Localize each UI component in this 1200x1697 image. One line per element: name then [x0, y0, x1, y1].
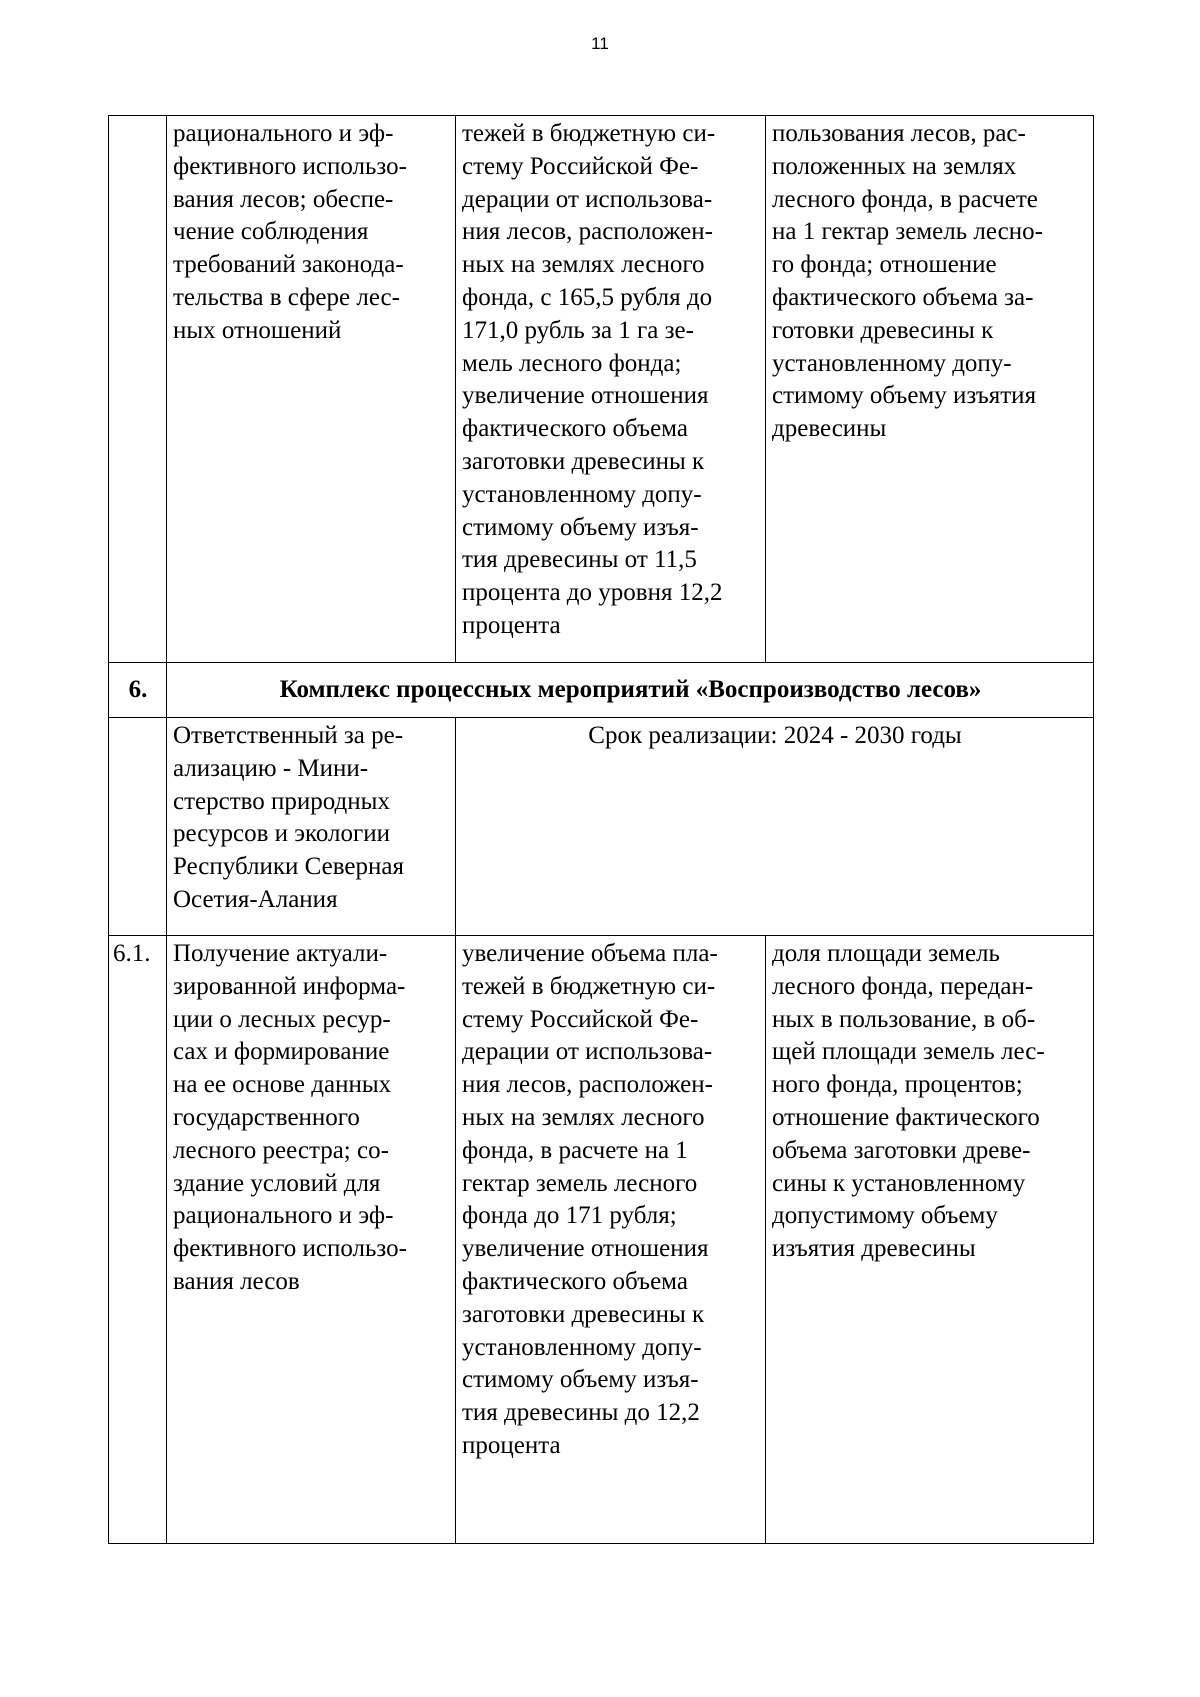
expected-result-cell: увеличение объема пла- тежей в бюджетную си- стему Российской Фе- дерации от использова- ния лесов, расположен- ных на землях лесного фонда, в расчете на 1 гектар земель лесного фонда до 171 рубля; увеличение отношения фактического объема заготовки древесины к установленному допу- стимому объему изъя- тия древесины до 12,2 процента	[456, 936, 766, 1544]
indicator-link-cell: пользования лесов, рас- положенных на землях лесного фонда, в расчете на 1 гектар земель лесно- го фонда; отношение фактического объема за- готовки древесины к установленному допу- стимому объему изъятия древесины	[766, 116, 1094, 663]
section-number: 6.	[109, 663, 167, 718]
page-number: 11	[591, 34, 609, 53]
table-row-continued	[109, 116, 1094, 663]
responsible-row	[109, 718, 1094, 936]
responsible-cell: Ответственный за ре- ализацию - Мини- стерство природных ресурсов и экологии Республики Северная Осетия-Алания	[167, 718, 456, 936]
term-cell: Срок реализации: 2024 - 2030 годы	[456, 718, 1094, 936]
section-title: Комплекс процессных мероприятий «Воспроизводство лесов»	[167, 663, 1094, 718]
measures-table	[108, 115, 1094, 1544]
table-row-6-1	[109, 936, 1094, 1544]
expected-result-cell: тежей в бюджетную си- стему Российской Фе- дерации от использова- ния лесов, расположен- ных на землях лесного фонда, с 165,5 рубля до 171,0 рубль за 1 га зе- мель лесного фонда; увеличение отношения фактического объема заготовки древесины к установленному допу- стимому объему изъя- тия древесины от 11,5 процента до уровня 12,2 процента	[456, 116, 766, 663]
task-cell: Получение актуали- зированной информа- ции о лесных ресур- сах и формирование на ее основе данных государственного лесного реестра; со- здание условий для рационального и эф- фективного использо- вания лесов	[167, 936, 456, 1544]
section-header-row	[109, 663, 1094, 718]
row-number-cell	[109, 718, 167, 936]
indicator-link-cell: доля площади земель лесного фонда, передан- ных в пользование, в об- щей площади земель лес- ного фонда, процентов; отношение фактического объема заготовки древе- сины к установленному допустимому объему изъятия древесины	[766, 936, 1094, 1544]
row-number-cell: 6.1.	[109, 936, 167, 1544]
row-number-cell	[109, 116, 167, 663]
task-cell: рационального и эф- фективного использо- вания лесов; обеспе- чение соблюдения требований законода- тельства в сфере лес- ных отношений	[167, 116, 456, 663]
